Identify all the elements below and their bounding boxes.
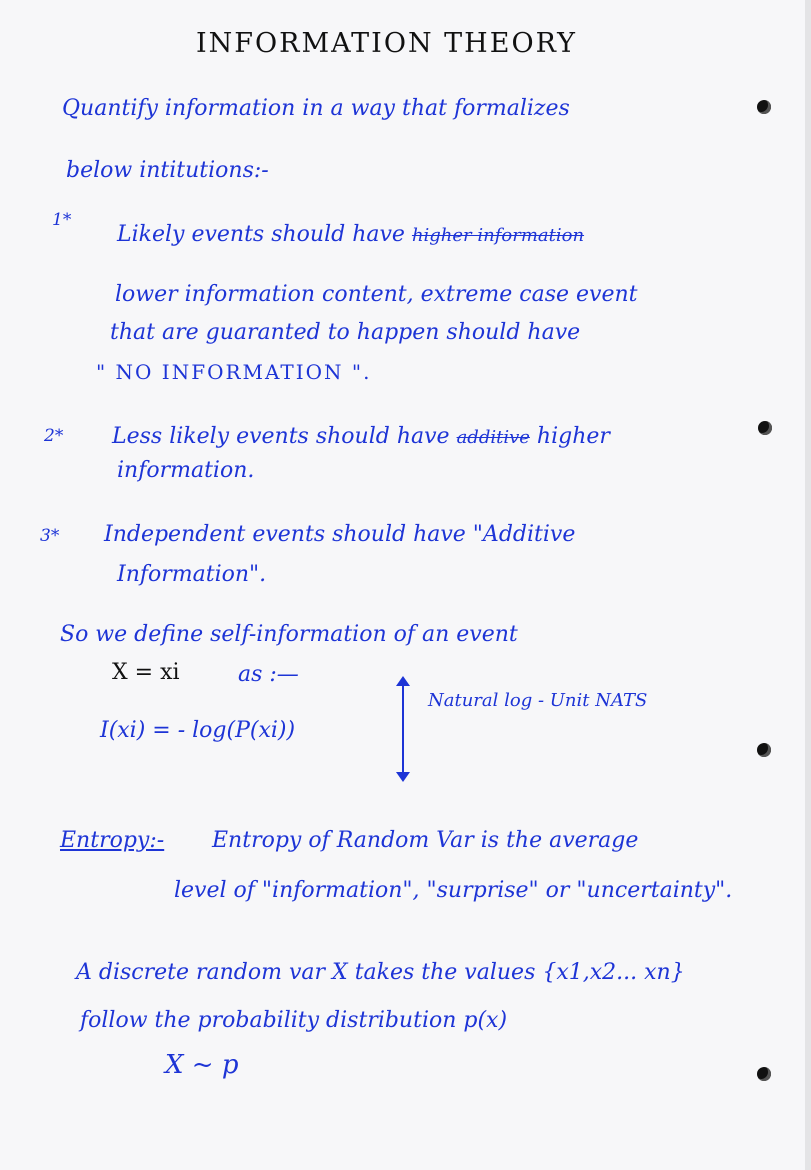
punch-hole — [757, 1067, 771, 1081]
discrete-line-3: X ~ p — [165, 1050, 239, 1080]
point-3-line-1: Independent events should have "Additive — [104, 522, 576, 547]
point-1-number: 1* — [52, 210, 72, 230]
point-1-line-4: " NO INFORMATION ". — [96, 360, 372, 384]
point-2-line-1 — [112, 426, 610, 448]
self-info-note: Natural log - Unit NATS — [428, 690, 648, 711]
arrow-up-icon — [396, 676, 410, 686]
entropy-label: Entropy:- — [60, 828, 165, 853]
point-1-line-1 — [117, 224, 584, 246]
self-info-as: as :— — [238, 662, 299, 687]
point-1-line-1-text: Likely events should have — [117, 222, 405, 247]
point-2-line-2: information. — [117, 458, 255, 483]
point-2-line-1-text: Less likely events should have — [112, 424, 450, 449]
page-edge — [805, 0, 811, 1170]
point-3-number: 3* — [40, 526, 60, 546]
page-title: INFORMATION THEORY — [196, 28, 577, 59]
self-info-formula: I(xi) = - log(P(xi)) — [100, 718, 296, 743]
point-2-line-1-end: higher — [536, 424, 610, 449]
punch-hole — [758, 421, 772, 435]
arrow-line — [402, 682, 404, 777]
point-3-line-2: Information". — [117, 562, 267, 587]
intro-line-1: Quantify information in a way that formalizes — [62, 96, 570, 121]
self-info-variable: X = xi — [112, 660, 180, 685]
entropy-line-1: Entropy of Random Var is the average — [212, 828, 639, 853]
self-info-line-1: So we define self-information of an event — [60, 622, 518, 647]
point-1-struck-text: higher information — [411, 225, 585, 246]
discrete-line-2: follow the probability distribution p(x) — [80, 1008, 508, 1033]
discrete-line-1: A discrete random var X takes the values {x1,x2... xn} — [76, 960, 685, 985]
entropy-line-2: level of "information", "surprise" or "uncertainty". — [174, 878, 733, 903]
point-1-line-2: lower information content, extreme case event — [115, 282, 638, 307]
punch-hole — [757, 100, 771, 114]
point-1-line-3: that are guaranted to happen should have — [110, 320, 581, 345]
punch-hole — [757, 743, 771, 757]
intro-line-2: below intitutions:- — [66, 158, 269, 183]
point-2-number: 2* — [44, 426, 64, 446]
arrow-down-icon — [396, 772, 410, 782]
point-2-struck-text: additive — [456, 427, 530, 448]
